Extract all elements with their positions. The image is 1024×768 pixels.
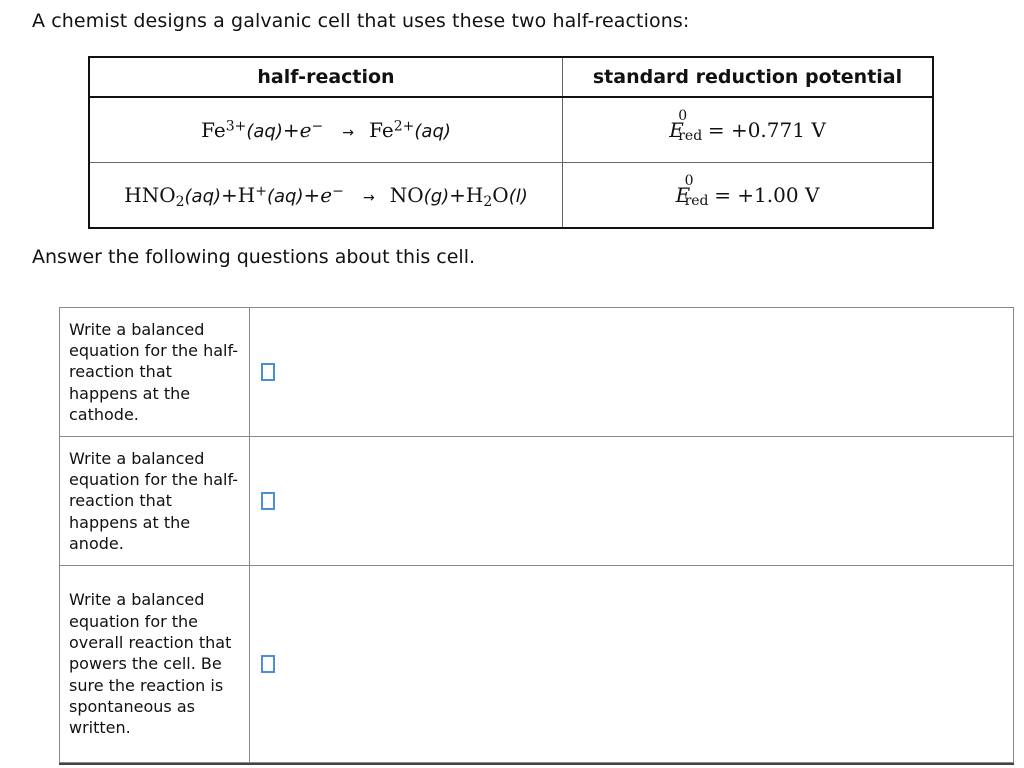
answer-input-overall[interactable] bbox=[261, 655, 275, 673]
question-row-anode bbox=[60, 437, 1014, 566]
reaction-arrow: → bbox=[342, 125, 355, 141]
half-reaction-2: $HNO_2(aq)+H^+(aq)+e^- \to NO(g)+H_2O(l)$ bbox=[89, 163, 563, 229]
answer-cell-anode[interactable] bbox=[250, 437, 1014, 566]
question-overall: Write a balanced equation for the overall reaction that powers the cell. Be sure the reaction is spontaneous as written. bbox=[60, 566, 250, 763]
half-reactions-table bbox=[88, 56, 934, 229]
reaction-arrow: → bbox=[362, 190, 375, 206]
question-row-overall bbox=[60, 566, 1014, 763]
header-potential: standard reduction potential bbox=[563, 57, 934, 97]
intro-text: A chemist designs a galvanic cell that uses these two half-reactions: bbox=[32, 10, 690, 32]
table-row bbox=[89, 163, 933, 229]
potential-2: E 0 red = +1.00 V bbox=[675, 173, 820, 209]
answer-input-anode[interactable] bbox=[261, 492, 275, 510]
potential-1: E 0 red = +0.771 V bbox=[563, 97, 934, 163]
table-bottom-border bbox=[59, 763, 1014, 765]
header-half-reaction: half-reaction bbox=[89, 57, 563, 97]
question-row-cathode bbox=[60, 308, 1014, 437]
questions-table bbox=[59, 307, 1014, 763]
table-row bbox=[89, 97, 933, 163]
half-reaction-1: $Fe^{3+}(aq)+e^- \to Fe^{2+}(aq)$ bbox=[89, 97, 563, 163]
answer-input-cathode[interactable] bbox=[261, 363, 275, 381]
answer-intro-text: Answer the following questions about this cell. bbox=[32, 246, 476, 268]
question-anode: Write a balanced equation for the half-reaction that happens at the anode. bbox=[60, 437, 250, 566]
answer-cell-cathode[interactable] bbox=[250, 308, 1014, 437]
answer-cell-overall[interactable] bbox=[250, 566, 1014, 763]
question-cathode: Write a balanced equation for the half-reaction that happens at the cathode. bbox=[60, 308, 250, 437]
